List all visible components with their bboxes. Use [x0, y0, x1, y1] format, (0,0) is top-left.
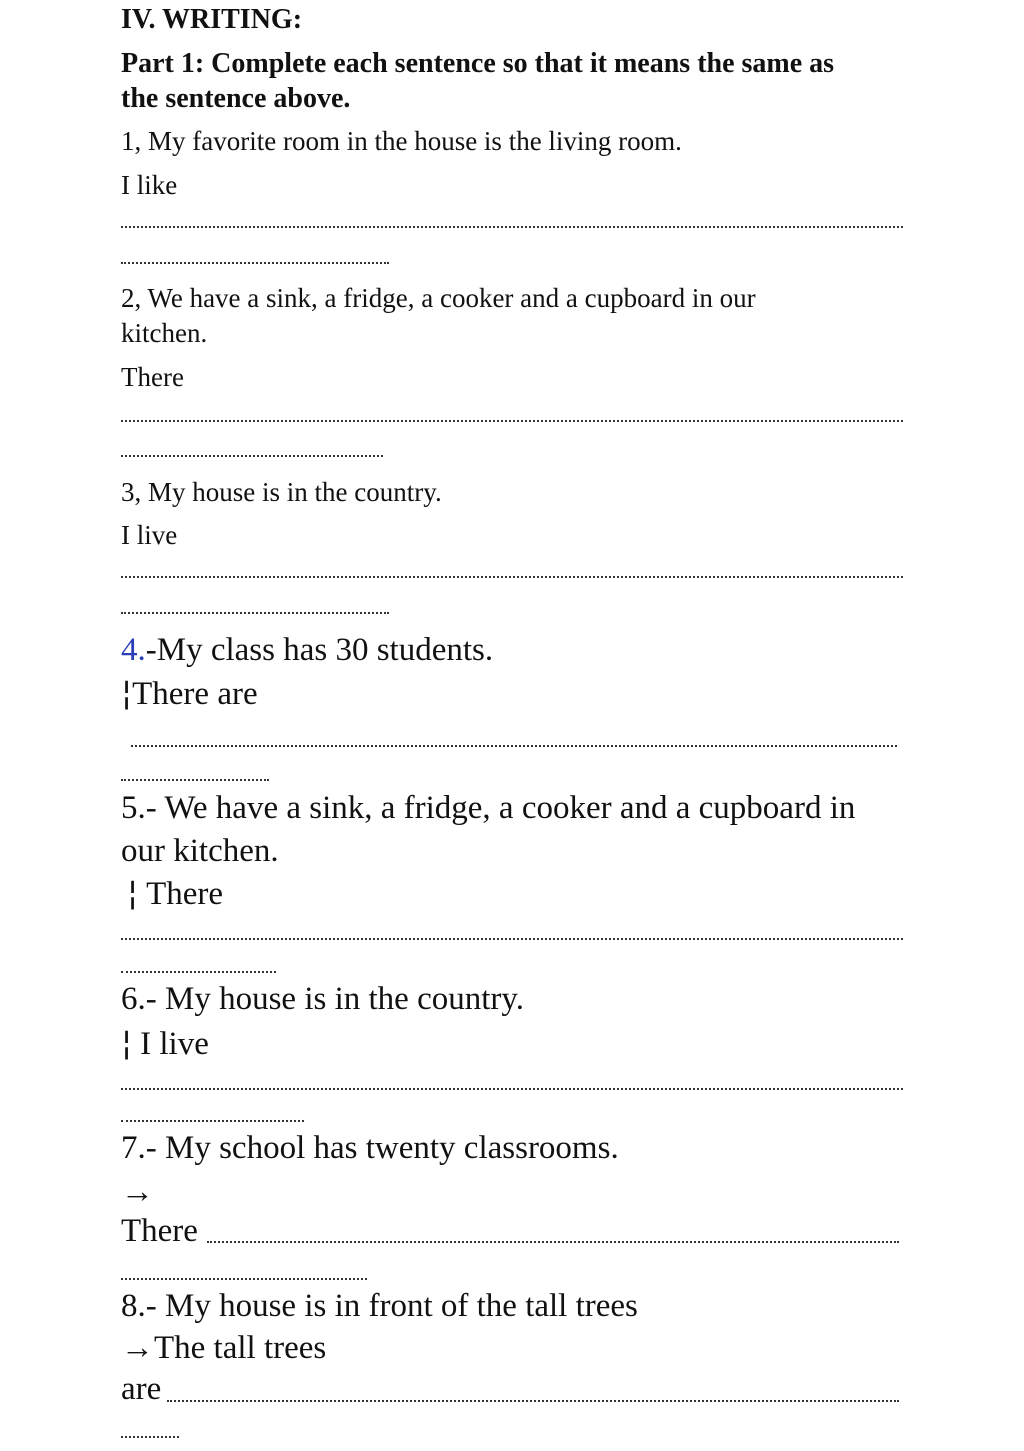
item-6-prompt-row — [121, 1024, 209, 1064]
item-5-answer-line-2[interactable] — [121, 971, 276, 973]
item-6-marker: ¦ — [121, 1023, 133, 1062]
item-8-answer-line-2[interactable] — [121, 1436, 179, 1438]
item-1-sentence: 1, My favorite room in the house is the living room. — [121, 126, 682, 156]
item-4-prompt: There are — [132, 676, 258, 712]
item-4-answer-line-2[interactable] — [121, 779, 269, 781]
item-7-prompt: There — [121, 1213, 198, 1249]
item-5-marker: ¦ — [127, 873, 139, 912]
item-8-prompt-line2: are — [121, 1371, 162, 1407]
item-1-answer-line-1[interactable] — [121, 226, 903, 228]
item-8-prompt-row — [121, 1330, 326, 1368]
part-instruction-line1: Part 1: Complete each sentence so that it means the same as — [121, 48, 835, 79]
item-8-prompt-line1: The tall trees — [154, 1330, 327, 1366]
item-4-marker: ¦ — [121, 673, 133, 712]
item-2-answer-line-1[interactable] — [121, 420, 903, 422]
item-5-sentence-line1: 5.- We have a sink, a fridge, a cooker and a cupboard in — [121, 790, 856, 826]
item-8-answer-line-1[interactable] — [167, 1400, 899, 1402]
item-4-number: 4. — [121, 632, 146, 668]
item-5-prompt: There — [146, 876, 224, 912]
item-6-prompt: I live — [140, 1026, 209, 1062]
item-4-sentence-text: -My class has 30 students. — [145, 632, 494, 668]
item-4-answer-line-1[interactable] — [131, 745, 897, 747]
item-2-answer-line-2[interactable] — [121, 455, 383, 457]
item-4-sentence — [121, 632, 493, 670]
item-3-sentence: 3, My house is in the country. — [121, 477, 442, 507]
item-2-sentence-line2: kitchen. — [121, 318, 208, 348]
item-5-sentence-line2: our kitchen. — [121, 833, 279, 869]
item-7-answer-line-1[interactable] — [207, 1241, 899, 1243]
item-6-answer-line-2[interactable] — [121, 1120, 304, 1122]
item-5-prompt-row — [121, 874, 223, 914]
item-7-arrow: → — [121, 1174, 154, 1210]
item-7-answer-line-2[interactable] — [121, 1278, 367, 1280]
item-2-prompt: There — [121, 362, 184, 392]
item-7-sentence: 7.- My school has twenty classrooms. — [121, 1130, 619, 1166]
item-3-answer-line-2[interactable] — [121, 612, 389, 614]
item-2-sentence-line1: 2, We have a sink, a fridge, a cooker and a cupboard in our — [121, 283, 756, 313]
part-instruction-line2: the sentence above. — [121, 83, 351, 114]
item-4-prompt-row — [121, 674, 258, 714]
item-6-answer-line-1[interactable] — [121, 1088, 903, 1090]
item-8-arrow: → — [121, 1330, 154, 1366]
item-8-sentence: 8.- My house is in front of the tall trees — [121, 1288, 638, 1324]
worksheet-page — [121, 0, 906, 1451]
item-1-prompt: I like — [121, 170, 178, 200]
item-6-sentence: 6.- My house is in the country. — [121, 981, 524, 1017]
item-3-prompt: I live — [121, 520, 178, 550]
item-3-answer-line-1[interactable] — [121, 576, 903, 578]
item-1-answer-line-2[interactable] — [121, 262, 389, 264]
section-title: IV. WRITING: — [121, 4, 303, 35]
item-5-answer-line-1[interactable] — [121, 938, 903, 940]
